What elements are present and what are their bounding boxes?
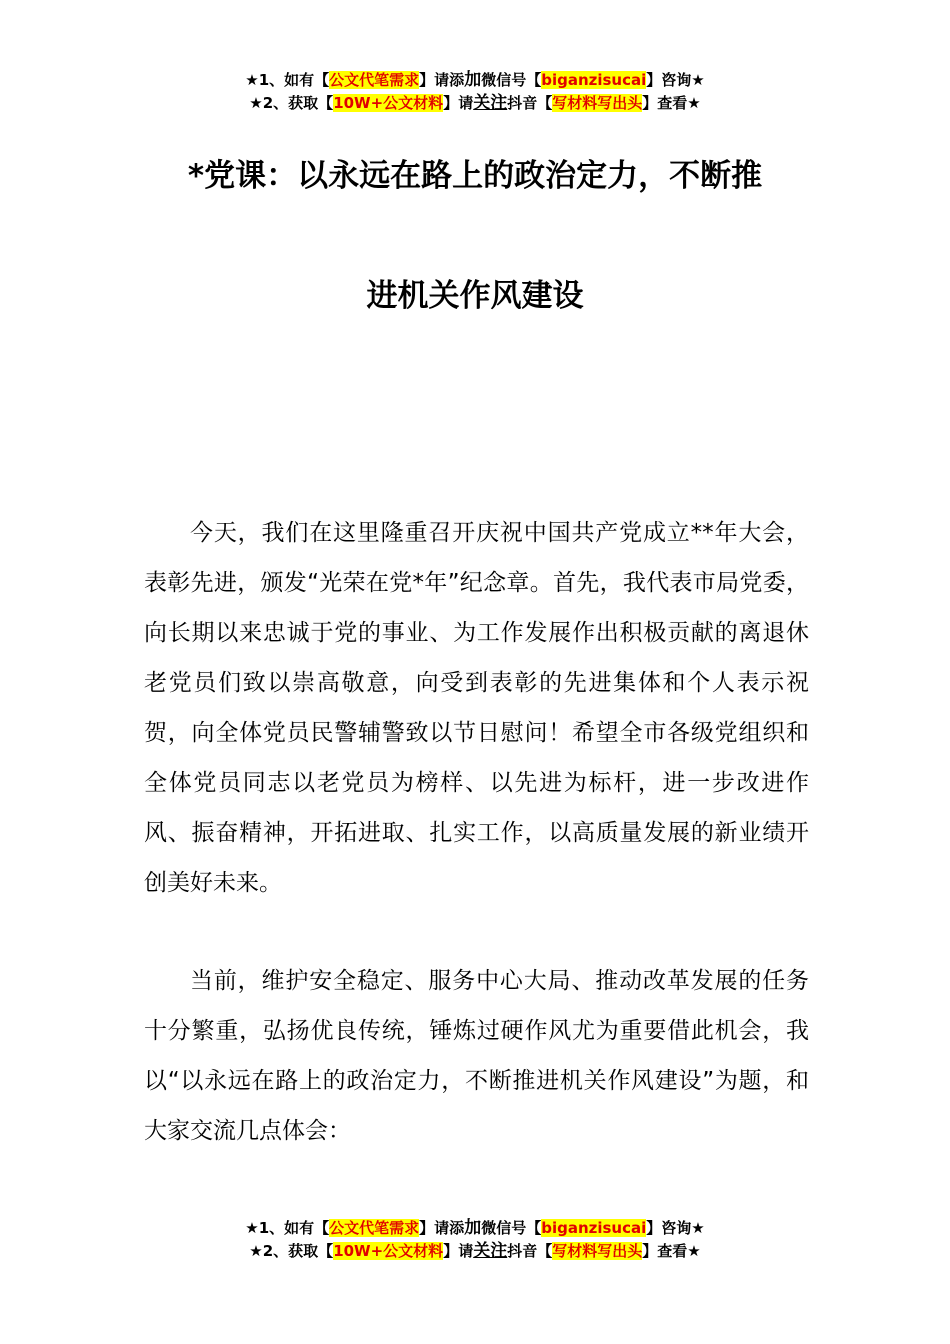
banner-line-2 <box>0 1240 950 1263</box>
header-banner <box>0 69 950 115</box>
body-paragraph-1: 今天，我们在这里隆重召开庆祝中国共产党成立**年大会，表彰先进，颁发“光荣在党*年”纪念章。首先，我代表市局党委，向长期以来忠诚于党的事业、为工作发展作出积极贡献的离退休老党员们致以崇高敬意，向受到表彰的先进集体和个人表示祝贺，向全体党员民警辅警致以节日慰问！希望全市各级党组织和全体党员同志以老党员为榜样、以先进为标杆，进一步改进作风、振奋精神，开拓进取、扎实工作，以高质量发展的新业绩开创美好未来。 <box>144 520 809 896</box>
banner-text: 微信号【 <box>481 71 542 89</box>
footer-banner <box>0 1217 950 1263</box>
banner-highlight: biganzisucai <box>541 71 647 89</box>
banner-text: 抖音【 <box>507 94 553 112</box>
banner-text: ★1、如有【 <box>245 71 330 89</box>
banner-emphasis: 关注 <box>473 93 508 113</box>
body-paragraph-2: 当前，维护安全稳定、服务中心大局、推动改革发展的任务十分繁重，弘扬优良传统，锤炼过硬作风尤为重要借此机会，我以“以永远在路上的政治定力，不断推进机关作风建设”为题，和大家交流几点体会： <box>144 968 809 1144</box>
banner-text: 】请添 <box>419 71 465 89</box>
banner-text: 】咨询★ <box>646 71 705 89</box>
banner-text: 】请 <box>443 94 474 112</box>
banner-highlight: 写材料写出头 <box>552 1242 643 1260</box>
banner-line-2 <box>0 92 950 115</box>
banner-text: 抖音【 <box>507 1242 553 1260</box>
banner-emphasis: 关注 <box>473 1241 508 1261</box>
banner-emphasis: 加 <box>464 1218 482 1238</box>
banner-text: 】请 <box>443 1242 474 1260</box>
banner-text: ★1、如有【 <box>245 1219 330 1237</box>
banner-text: 】查看★ <box>642 94 701 112</box>
page-title-line-1: *党课：以永远在路上的政治定力，不断推 <box>187 158 763 194</box>
banner-text: 】咨询★ <box>646 1219 705 1237</box>
banner-text: 】查看★ <box>642 1242 701 1260</box>
banner-line-1 <box>0 69 950 92</box>
banner-line-1 <box>0 1217 950 1240</box>
banner-highlight: 10W+公文材料 <box>333 1242 444 1260</box>
banner-text: 】请添 <box>419 1219 465 1237</box>
banner-highlight: biganzisucai <box>541 1219 647 1237</box>
banner-highlight: 10W+公文材料 <box>333 94 444 112</box>
banner-highlight: 写材料写出头 <box>552 94 643 112</box>
banner-text: 微信号【 <box>481 1219 542 1237</box>
page-title-line-2: 进机关作风建设 <box>366 278 584 314</box>
banner-text: ★2、获取【 <box>249 94 334 112</box>
banner-highlight: 公文代笔需求 <box>329 1219 420 1237</box>
banner-text: ★2、获取【 <box>249 1242 334 1260</box>
banner-emphasis: 加 <box>464 70 482 90</box>
banner-highlight: 公文代笔需求 <box>329 71 420 89</box>
